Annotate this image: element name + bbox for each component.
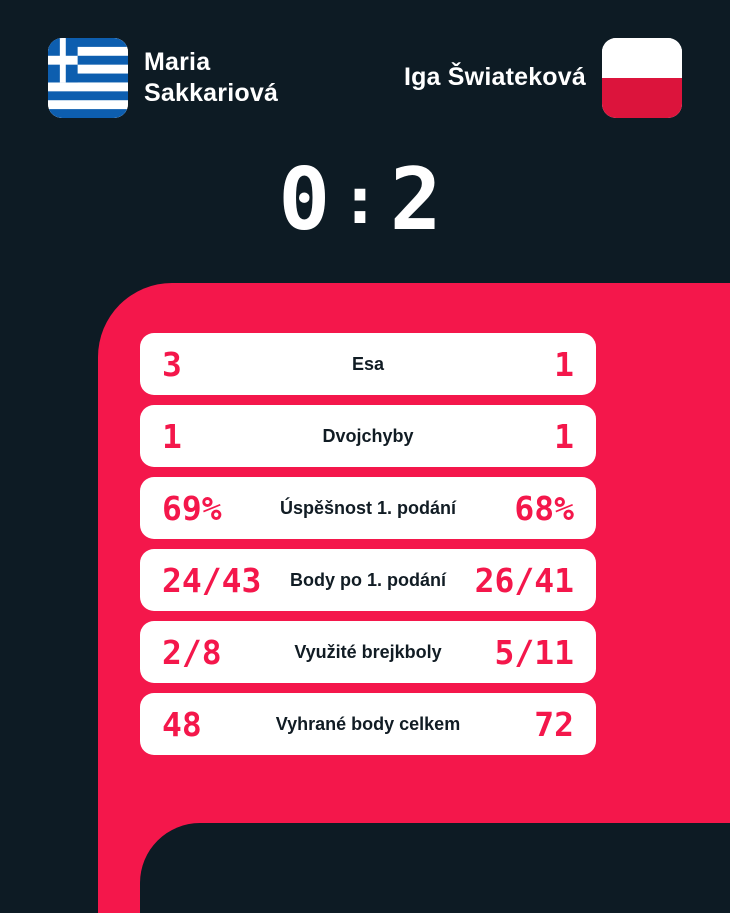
stat-away-value: 68% — [514, 488, 574, 528]
player-away-name: Iga Šwiateková — [403, 63, 586, 92]
stat-row — [140, 405, 596, 467]
stat-home-value: 48 — [162, 704, 202, 744]
stat-home-value: 3 — [162, 344, 182, 384]
stat-away-value: 26/41 — [474, 560, 574, 600]
match-score — [0, 150, 730, 250]
stats-list — [140, 333, 596, 755]
stat-home-value: 69% — [162, 488, 222, 528]
stat-row — [140, 477, 596, 539]
poland-flag-icon — [602, 38, 682, 118]
stat-away-value: 72 — [534, 704, 574, 744]
stat-label: Esa — [351, 353, 385, 374]
player-home — [48, 38, 344, 118]
stat-label: Body po 1. podání — [290, 569, 446, 590]
stat-label: Dvojchyby — [322, 425, 414, 446]
player-away — [404, 38, 682, 118]
stat-away-value: 1 — [554, 416, 574, 456]
stat-home-value: 24/43 — [162, 560, 262, 600]
stat-home-value: 1 — [162, 416, 182, 456]
stat-row — [140, 621, 596, 683]
stat-row — [140, 333, 596, 395]
score-away: 2 — [389, 150, 452, 250]
match-header — [0, 0, 730, 283]
stat-away-value: 5/11 — [494, 632, 574, 672]
stat-row — [140, 549, 596, 611]
greece-flag-icon — [48, 38, 128, 118]
stat-label: Využité brejkboly — [294, 641, 442, 662]
score-home: 0 — [278, 150, 341, 250]
stat-label: Úspěšnost 1. podání — [279, 497, 457, 518]
player-home-name: Maria Sakkariová — [144, 47, 279, 107]
stat-row — [140, 693, 596, 755]
stat-away-value: 1 — [554, 344, 574, 384]
stat-label: Vyhrané body celkem — [275, 713, 461, 734]
stat-home-value: 2/8 — [162, 632, 222, 672]
score-separator: : — [340, 162, 390, 239]
bottom-notch — [140, 823, 730, 913]
